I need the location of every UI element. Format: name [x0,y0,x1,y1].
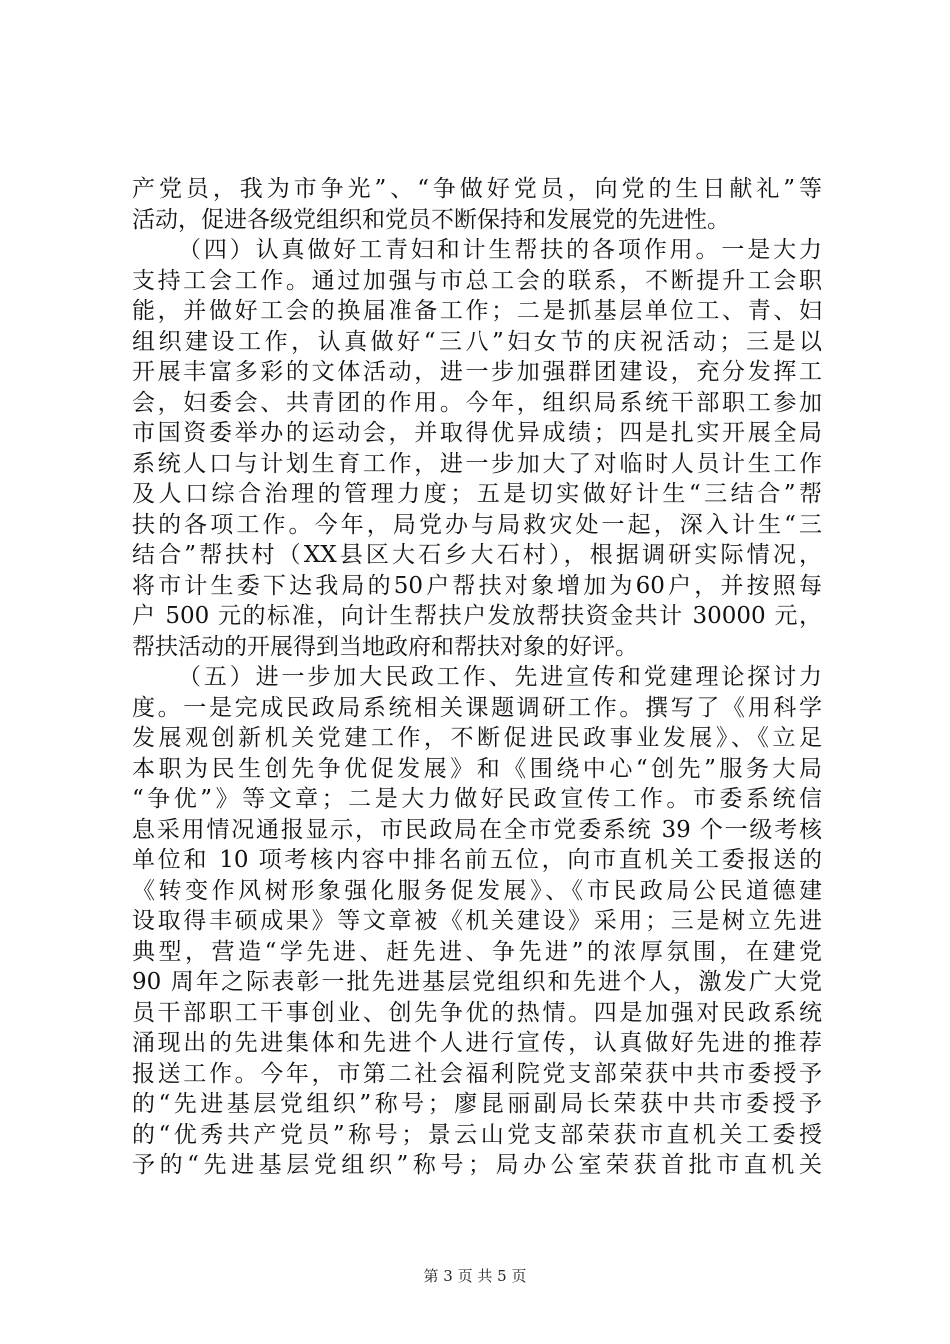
text-line: 系统人口与计划生育工作，进一步加大了对临时人员计生工作 [132,450,822,477]
text-line: 90 周年之际表彰一批先进基层党组织和先进个人，激发广大党 [132,969,822,995]
text-line: 报送工作。今年，市第二社会福利院党支部荣获中共市委授予 [132,1060,822,1087]
text-line: 《转变作风树形象强化服务促发展》、《市民政局公民道德建 [132,877,822,904]
text-line: 支持工会工作。通过加强与市总工会的联系，不断提升工会职 [132,267,822,294]
text-line: 会，妇委会、共青团的作用。今年，组织局系统干部职工参加 [132,389,822,416]
text-line: 结合”帮扶村（XX县区大石乡大石村），根据调研实际情况， [132,542,822,568]
page-footer: 第 3 页 共 5 页 [423,1267,527,1285]
text-line: 能，并做好工会的换届准备工作；二是抓基层单位工、青、妇 [132,298,822,324]
text-line: “争优”》等文章；二是大力做好民政宣传工作。市委系统信 [132,786,822,812]
text-line: 员干部职工干事创业、创先争优的热情。四是加强对民政系统 [132,999,822,1026]
text-line: 活动，促进各级党组织和党员不断保持和发展党的先进性。 [132,206,730,233]
text-line: （五）进一步加大民政工作、先进宣传和党建理论探讨力 [178,664,822,690]
text-line: 的“优秀共产党员”称号；景云山党支部荣获市直机关工委授 [132,1121,822,1148]
text-line: 户 500 元的标准，向计生帮扶户发放帮扶资金共计 30000 元， [132,603,822,629]
text-line: 扶的各项工作。今年，局党办与局救灾处一起，深入计生“三 [132,511,822,538]
text-line: 市国资委举办的运动会，并取得优异成绩；四是扎实开展全局 [132,420,822,446]
text-line: 本职为民生创先争优促发展》和《围绕中心“创先”服务大局 [132,755,822,782]
text-line: 帮扶活动的开展得到当地政府和帮扶对象的好评。 [132,633,638,660]
text-line: 的“先进基层党组织”称号；廖昆丽副局长荣获中共市委授予 [132,1091,822,1117]
text-line: 组织建设工作，认真做好“三八”妇女节的庆祝活动；三是以 [132,328,822,355]
text-line: 息采用情况通报显示，市民政局在全市党委系统 39 个一级考核 [132,816,822,843]
text-line: 开展丰富多彩的文体活动，进一步加强群团建设，充分发挥工 [132,359,822,385]
text-line: 予的“先进基层党组织”称号；局办公室荣获首批市直机关 [132,1152,822,1178]
document-body [132,174,822,1181]
text-line: 产党员，我为市争光”、“争做好党员，向党的生日献礼”等 [132,176,822,202]
text-line: 涌现出的先进集体和先进个人进行宣传，认真做好先进的推荐 [132,1030,822,1056]
text-line: 及人口综合治理的管理力度；五是切实做好计生“三结合”帮 [132,481,822,507]
text-line: （四）认真做好工青妇和计生帮扶的各项作用。一是大力 [178,237,822,263]
text-line: 单位和 10 项考核内容中排名前五位，向市直机关工委报送的 [132,847,822,873]
text-line: 典型，营造“学先进、赶先进、争先进”的浓厚氛围，在建党 [132,938,822,965]
text-line: 发展观创新机关党建工作，不断促进民政事业发展》、《立足 [132,725,822,751]
text-line: 将市计生委下达我局的50户帮扶对象增加为60户，并按照每 [132,572,822,599]
text-line: 度。一是完成民政局系统相关课题调研工作。撰写了《用科学 [132,694,822,721]
text-line: 设取得丰硕成果》等文章被《机关建设》采用；三是树立先进 [132,908,822,934]
